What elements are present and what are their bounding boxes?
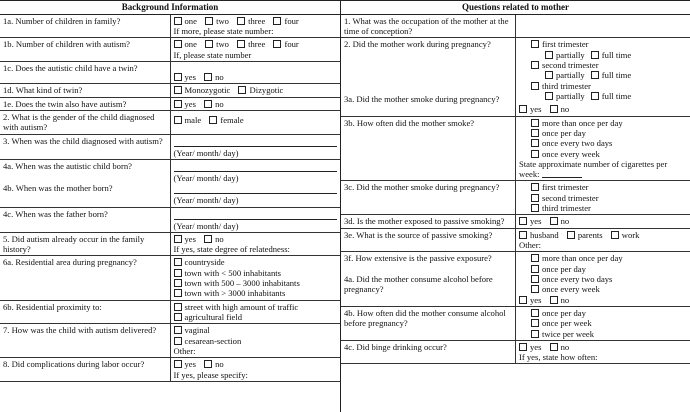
- table-row: [0, 84, 340, 97]
- checkbox-once-week[interactable]: once every week: [519, 149, 687, 159]
- note-text: If more, please state number:: [173, 26, 274, 37]
- note-text: State approximate number of cigarettes per week:: [519, 158, 668, 180]
- checkbox-three[interactable]: three: [237, 39, 265, 49]
- checkbox-town-small[interactable]: town with < 500 inhabitants: [174, 268, 338, 278]
- checkbox-two[interactable]: two: [205, 16, 229, 26]
- checkbox-once-day[interactable]: once per day: [519, 264, 687, 274]
- checkbox-once-day[interactable]: once per day: [519, 128, 687, 138]
- table-row: [341, 116, 690, 181]
- checkbox-street-traffic[interactable]: street with high amount of traffic: [174, 302, 338, 312]
- checkbox-yes[interactable]: yes: [174, 72, 196, 82]
- table-row: [0, 256, 340, 300]
- checkbox-once-week[interactable]: once every week: [519, 284, 687, 294]
- table-row: [341, 228, 690, 252]
- checkbox-town-medium[interactable]: town with 500 – 3000 inhabitants: [174, 278, 338, 288]
- checkbox-no[interactable]: no: [550, 104, 570, 114]
- date-format: (Year/ month/ day): [173, 172, 239, 183]
- date-input-line[interactable]: [174, 184, 338, 194]
- occupation-answer[interactable]: [516, 14, 690, 38]
- table-row: [0, 97, 340, 110]
- checkbox-partially[interactable]: partially: [545, 70, 585, 80]
- question-7: 7. How was the child with autism delivered?: [0, 324, 170, 358]
- question-1b: 1b. Number of children with autism?: [0, 38, 170, 62]
- table-row: [0, 38, 340, 62]
- checkbox-once-per-day[interactable]: once per day: [519, 308, 687, 318]
- note-text: If yes, state degree of relatedness:: [173, 244, 290, 255]
- question-m4c: 4c. Did binge drinking occur?: [341, 340, 516, 364]
- question-5: 5. Did autism already occur in the family history?: [0, 232, 170, 256]
- table-row: [0, 207, 340, 232]
- checkbox-more-than-once-day[interactable]: more than once per day: [519, 118, 687, 128]
- note-text: Other:: [173, 345, 196, 356]
- question-m2-m3a: 2. Did the mother work during pregnancy? 3a. Did the mother smoke during pregnancy?: [341, 38, 516, 116]
- table-row: [341, 181, 690, 215]
- note-text: If, please state number: [173, 49, 252, 60]
- checkbox-four[interactable]: four: [273, 39, 298, 49]
- mother-questions-panel: [341, 0, 690, 412]
- table-row: [0, 358, 340, 382]
- table-row: [0, 324, 340, 358]
- checkbox-more-than-once-day[interactable]: more than once per day: [519, 253, 687, 263]
- checkbox-work[interactable]: work: [611, 230, 640, 240]
- checkbox-dizygotic[interactable]: Dizygotic: [238, 85, 283, 95]
- question-6a: 6a. Residential area during pregnancy?: [0, 256, 170, 300]
- date-input-line[interactable]: [174, 210, 338, 220]
- checkbox-first-trimester[interactable]: first trimester: [519, 182, 687, 192]
- table-row: [0, 232, 340, 256]
- checkbox-cesarean[interactable]: cesarean-section: [174, 336, 338, 346]
- table-row: [0, 62, 340, 84]
- checkbox-one[interactable]: one: [174, 39, 197, 49]
- checkbox-husband[interactable]: husband: [519, 230, 559, 240]
- question-m3e: 3e. What is the source of passive smoking?: [341, 228, 516, 252]
- checkbox-twice-per-week[interactable]: twice per week: [519, 329, 687, 339]
- table-row: [341, 38, 690, 116]
- checkbox-one[interactable]: one: [174, 16, 197, 26]
- checkbox-yes[interactable]: yes: [519, 342, 541, 352]
- table-row: [0, 134, 340, 159]
- checkbox-second-trimester[interactable]: second trimester: [519, 193, 687, 203]
- checkbox-once-two-days[interactable]: once every two days: [519, 274, 687, 284]
- checkbox-town-large[interactable]: town with > 3000 inhabitants: [174, 288, 338, 298]
- question-4a-4b: 4a. When was the autistic child born? 4b. When was the mother born?: [0, 159, 170, 207]
- cigarettes-input[interactable]: [542, 169, 582, 178]
- checkbox-yes[interactable]: yes: [519, 104, 541, 114]
- checkbox-no[interactable]: no: [204, 72, 224, 82]
- date-input-line[interactable]: [174, 137, 338, 147]
- table-row: [341, 215, 690, 228]
- table-row: [0, 300, 340, 324]
- date-format: (Year/ month/ day): [173, 220, 239, 231]
- checkbox-yes[interactable]: yes: [519, 295, 541, 305]
- note-text: If yes, please specify:: [173, 369, 248, 380]
- checkbox-once-per-week[interactable]: once per week: [519, 318, 687, 328]
- checkbox-third-trimester[interactable]: third trimester: [519, 203, 687, 213]
- checkbox-three[interactable]: three: [237, 16, 265, 26]
- note-text: Other:: [519, 240, 541, 251]
- checkbox-no[interactable]: no: [550, 342, 570, 352]
- checkbox-no[interactable]: no: [204, 99, 224, 109]
- date-format: (Year/ month/ day): [173, 195, 239, 206]
- question-m4b: 4b. How often did the mother consume alcohol before pregnancy?: [341, 306, 516, 340]
- table-row: [0, 159, 340, 207]
- mother-header: Questions related to mother: [341, 1, 690, 15]
- question-4c: 4c. When was the father born?: [0, 207, 170, 232]
- checkbox-partially[interactable]: partially: [545, 50, 585, 60]
- table-row: [0, 110, 340, 134]
- date-input-line[interactable]: [174, 162, 338, 172]
- checkbox-countryside[interactable]: countryside: [174, 257, 338, 267]
- checkbox-no[interactable]: no: [550, 295, 570, 305]
- question-1a: 1a. Number of children in family?: [0, 14, 170, 38]
- checkbox-second-trimester[interactable]: second trimester: [519, 60, 687, 70]
- question-m3c: 3c. Did the mother smoke during pregnancy?: [341, 181, 516, 215]
- checkbox-monozygotic[interactable]: Monozygotic: [174, 85, 231, 95]
- mother-table: [341, 0, 690, 364]
- checkbox-full-time[interactable]: full time: [587, 50, 631, 60]
- question-1e: 1e. Does the twin also have autism?: [0, 97, 170, 110]
- background-table: [0, 0, 340, 382]
- question-m3f-m4a: 3f. How extensive is the passive exposure? 4a. Did the mother consume alcohol before pregnancy?: [341, 252, 516, 307]
- checkbox-first-trimester[interactable]: first trimester: [519, 39, 687, 49]
- checkbox-yes[interactable]: yes: [174, 234, 196, 244]
- checkbox-third-trimester[interactable]: third trimester: [519, 81, 687, 91]
- question-m3d: 3d. Is the mother exposed to passive smoking?: [341, 215, 516, 228]
- question-1c: 1c. Does the autistic child have a twin?: [0, 62, 170, 84]
- note-text: If yes, state how often:: [519, 352, 598, 363]
- checkbox-four[interactable]: four: [273, 16, 298, 26]
- background-header: Background Information: [0, 1, 340, 15]
- table-row: [0, 14, 340, 38]
- question-1d: 1d. What kind of twin?: [0, 84, 170, 97]
- checkbox-vaginal[interactable]: vaginal: [174, 325, 338, 335]
- background-information-panel: [0, 0, 341, 412]
- checkbox-full-time[interactable]: full time: [587, 70, 631, 80]
- checkbox-yes[interactable]: yes: [174, 359, 196, 369]
- checkbox-male[interactable]: male: [174, 115, 202, 125]
- checkbox-no[interactable]: no: [204, 234, 224, 244]
- checkbox-female[interactable]: female: [209, 115, 243, 125]
- checkbox-yes[interactable]: yes: [519, 216, 541, 226]
- question-3: 3. When was the child diagnosed with autism?: [0, 134, 170, 159]
- checkbox-yes[interactable]: yes: [174, 99, 196, 109]
- checkbox-once-two-days[interactable]: once every two days: [519, 138, 687, 148]
- table-row: [341, 306, 690, 340]
- checkbox-agricultural-field[interactable]: agricultural field: [174, 312, 338, 322]
- table-row: [341, 252, 690, 307]
- question-8: 8. Did complications during labor occur?: [0, 358, 170, 382]
- question-m3b: 3b. How often did the mother smoke?: [341, 116, 516, 181]
- question-m1: 1. What was the occupation of the mother at the time of conception?: [341, 14, 516, 38]
- checkbox-two[interactable]: two: [205, 39, 229, 49]
- checkbox-no[interactable]: no: [204, 359, 224, 369]
- question-6b: 6b. Residential proximity to:: [0, 300, 170, 324]
- checkbox-partially[interactable]: partially: [545, 91, 585, 101]
- checkbox-parents[interactable]: parents: [567, 230, 603, 240]
- checkbox-no[interactable]: no: [550, 216, 570, 226]
- checkbox-full-time[interactable]: full time: [587, 91, 631, 101]
- date-format: (Year/ month/ day): [173, 147, 239, 158]
- question-2: 2. What is the gender of the child diagnosed with autism?: [0, 110, 170, 134]
- table-row: [341, 14, 690, 38]
- table-row: [341, 340, 690, 364]
